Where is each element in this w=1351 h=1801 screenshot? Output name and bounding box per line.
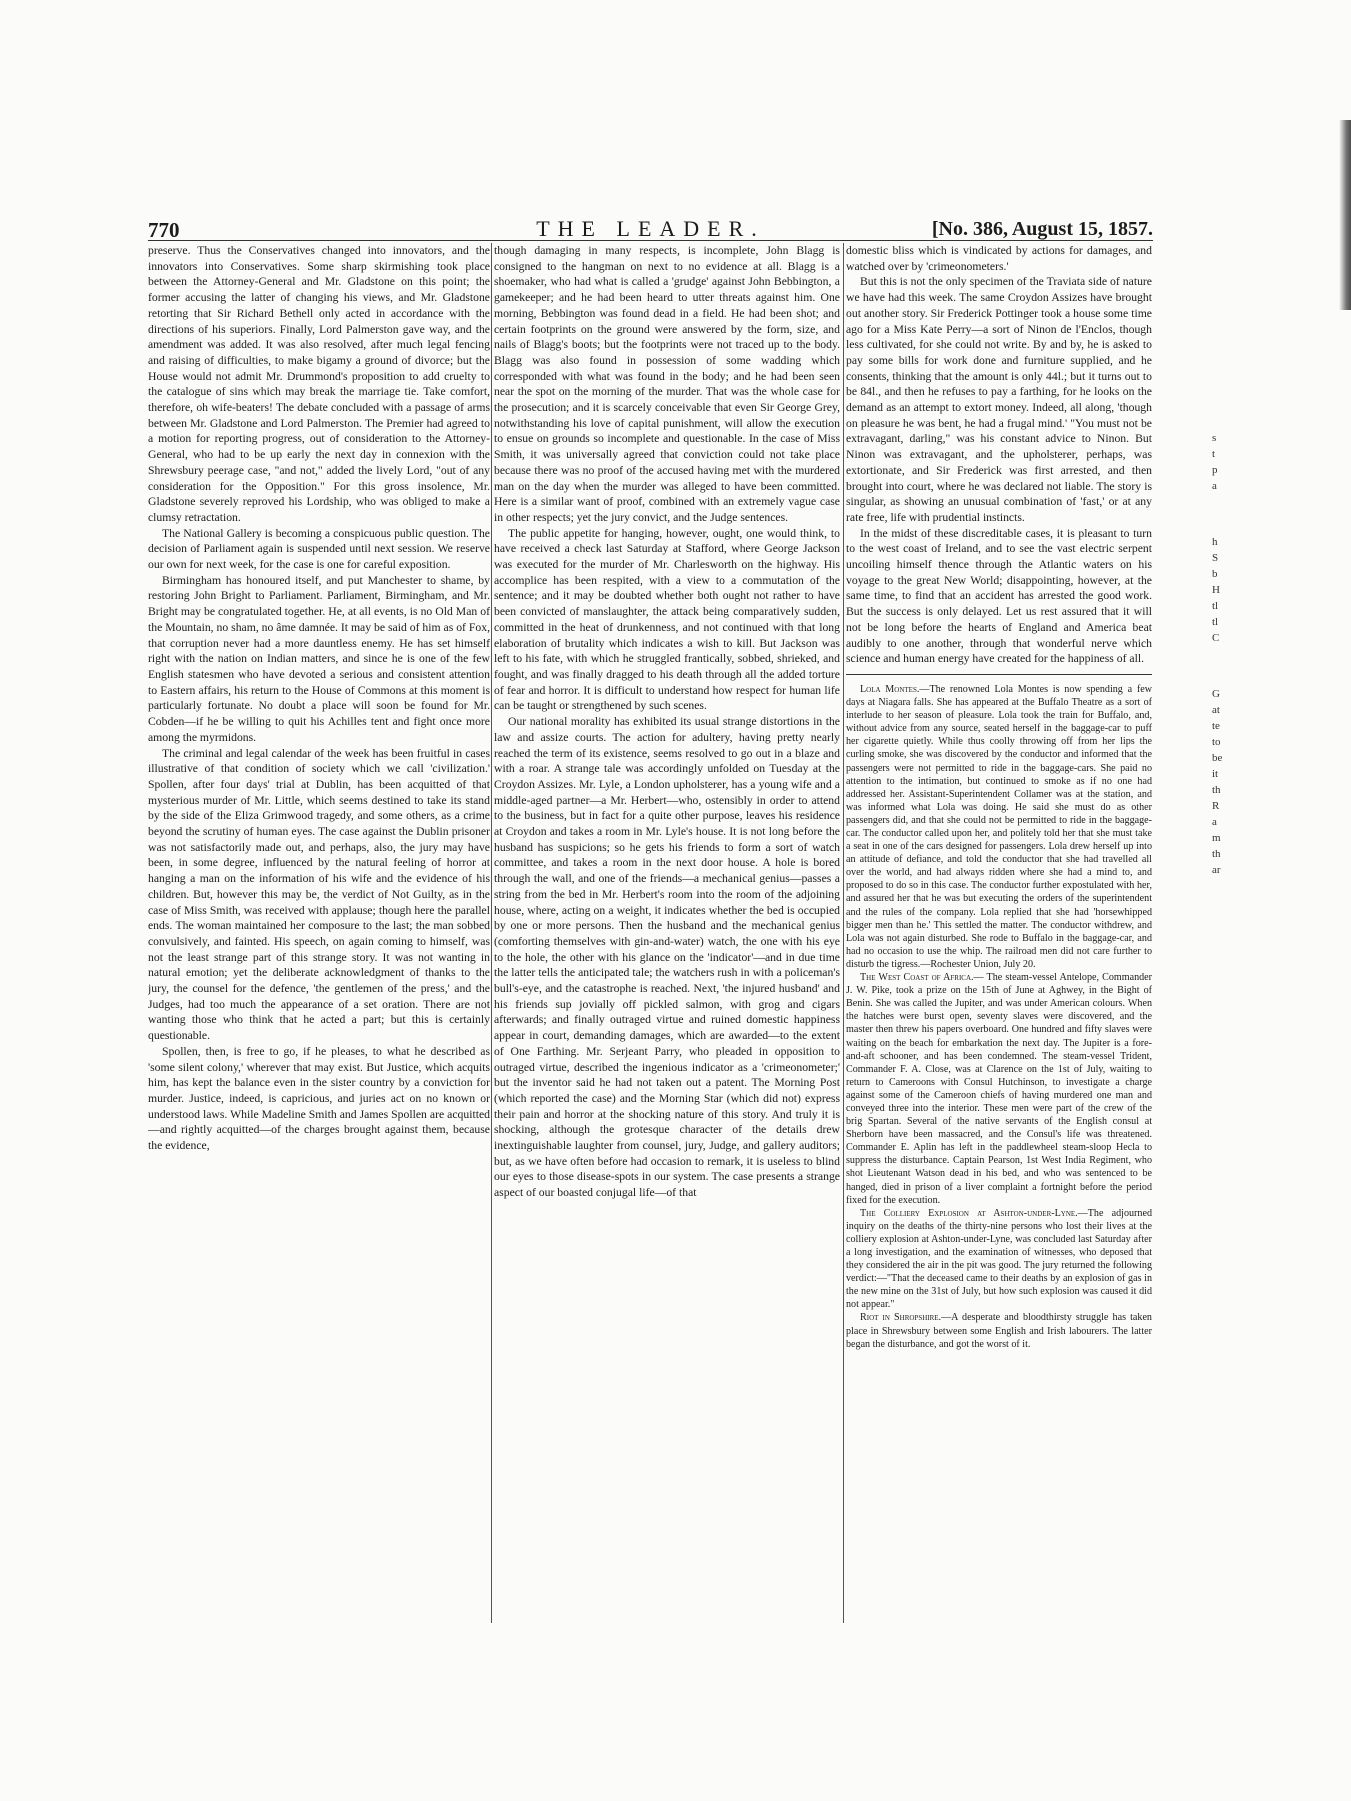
news-text: —The adjourned inquiry on the deaths of the thirty-nine persons who lost their lives at the colliery explosion at Ashton-under-Lyne, was concluded last Saturday after a long investigation, and the examination of witnesses, who deposed that they considered the air in the pit was good. The jury returned the following verdict:—"That the deceased came to their deaths by an explosion of gas in the new mine on the 31st of July, but how such explosion was caused it did not appear."	[846, 1207, 1152, 1311]
news-heading: The Colliery Explosion at Ashton-under-Lyne.	[860, 1207, 1078, 1219]
paragraph: In the midst of these discreditable cases, it is pleasant to turn to the west coast of Ireland, and to see the vast electric serpent uncoiling himself thence through the Atlantic waters on his voyage to the great New World; disappointing, however, at the same time, to find that an accident has arrested the good work. But the success is only delayed. Let us rest assured that it will not be long before the hearts of England and America beat audibly to one another, through that wonderful nerve which science and human energy have created for the happiness of all.	[846, 526, 1152, 666]
masthead	[148, 216, 1153, 240]
margin-fragment: C	[1212, 632, 1220, 644]
margin-fragment: ar	[1212, 864, 1221, 876]
newspaper-title: THE LEADER.	[536, 216, 765, 241]
margin-fragment: m	[1212, 832, 1221, 844]
margin-fragment: it	[1212, 768, 1219, 780]
margin-fragment: be	[1212, 752, 1223, 764]
news-text: —The renowned Lola Montes is now spending a few days at Niagara falls. She has appeared at the Buffalo Theatre as a sort of interlude to her season of pleasure. Lola took the train for Buffalo, and, without advice from any source, seated herself in the baggage-car to puff her cigarette quietly. While thus coolly throwing off from her lips the curling smoke, she was discovered by the conductor and informed that the passengers were not permitted to ride in the baggage-cars. She paid no attention to the intimation, but continued to smoke as if no one had addressed her. Assistant-Superintendent Collamer was at the station, and was informed what Lola was doing. He said she must do as other passengers did, and that she could not be permitted to ride in the baggage-car. The conductor called upon her, and politely told her that she must take a seat in one of the cars designed for passengers. Lola drew herself up into an attitude of defiance, and told the conductor that she had travelled all over the world, and had always ridden where she had a mind to, and proposed to do so in this case. The conductor further expostulated with her, and assured her that he was but executing the orders of the superintendent and the rules of the company. Lola replied that she had 'horsewhipped bigger men than he.' This settled the matter. The conductor withdrew, and Lola was not again disturbed. She rode to Buffalo in the baggage-car, and had no occasion to use the whip. The railroad men did not care further to disturb the tigress.—Rochester Union, July 20.	[846, 683, 1152, 970]
section-rule	[846, 674, 1152, 675]
column-1	[148, 243, 490, 1623]
margin-fragment: a	[1212, 816, 1217, 828]
margin-fragment: s	[1212, 432, 1217, 444]
issue-date: [No. 386, August 15, 1857.	[931, 218, 1153, 240]
column-2	[494, 243, 840, 1623]
margin-fragment: G	[1212, 688, 1220, 700]
paragraph: though damaging in many respects, is incomplete, John Blagg is consigned to the hangman on next to no evidence at all. Blagg is a shoemaker, who had what is called a 'grudge' against John Bebbington, a gamekeeper; and he had been heard to utter threats against him. One morning, Bebbington was found dead in a field. He had been shot; and certain footprints on the ground were answered by the form, size, and nails of Blagg's boots; but the footprints were not traced up to the body. Blagg was also found in possession of some wadding which corresponded with what was found in the body; and he had been seen near the spot on the morning of the murder. That was the whole case for the prosecution; and it is scarcely conceivable that even Sir George Grey, notwithstanding his love of capital punishment, will allow the execution to ensue on grounds so incomplete and questionable. In the case of Miss Smith, it was universally agreed that conviction could not take place because there was no proof of the accused having met with the murdered man on the day when the murder was alleged to have been committed. Here is a similar want of proof, combined with an extremely vague case in other respects; yet the jury convict, and the Judge sentences.	[494, 244, 840, 524]
paragraph: Our national morality has exhibited its usual strange distortions in the law and assize courts. The action for adultery, having pretty nearly reached the term of its existence, seems resolved to go out in a blaze and with a roar. A strange tale was accordingly unfolded on Tuesday at the Croydon Assizes. Mr. Lyle, a London upholsterer, has a young wife and a middle-aged partner—a Mr. Herbert—who, ostensibly in order to attend to the business, but in fact for a quite other purpose, leaves his residence at Croydon and takes a room in Mr. Lyle's house. It is not long before the husband has suspicions; so he gets his friends to form a sort of watch committee, and takes a room in the next door house. A hole is bored through the wall, and one of the friends—a mechanical genius—passes a string from the bed in Mr. Herbert's room into the room of the adjoining house, where, acting on a weight, it indicates whether the bed is occupied by one or more persons. Then the husband and the mechanical genius (comforting themselves with gin-and-water) watch, the one with his eye to the hole, the other with his glance on the 'indicator'—and in due time the latter tells the anticipated tale; the watchers rush in with a policeman's bull's-eye, and the catastrophe is reached. Next, 'the injured husband' and his friends sup jovially off pickled salmon, with grog and cigars afterwards; and finally outraged virtue and ruined domestic happiness appear in court, demanding damages, which are awarded—to the extent of One Farthing. Mr. Serjeant Parry, who pleaded in opposition to outraged virtue, described the ingenious indicator as a 'crimeonometer;' but the inventor said he had not taken out a patent. The Morning Post (which reported the case) and the Morning Star (which did not) express their pain and horror at the shocking nature of this story. And truly it is shocking, although the grotesque character of the details drew inextinguishable laughter from counsel, jury, Judge, and gallery auditors; but, as we have often before had occasion to remark, it is useless to blind our eyes to those disease-spots in our system. The case presents a strange aspect of our boasted conjugal life—of that	[494, 715, 840, 1200]
paragraph: preserve. Thus the Conservatives changed into innovators, and the innovators into Conservatives. Some sharp skirmishing took place between the Attorney-General and Mr. Gladstone on this point; the former accusing the latter of changing his views, and Mr. Gladstone retorting that Sir Richard Bethell only acted in accordance with the directions of his superiors. Finally, Lord Palmerston gave way, and the amendment was added. It was also resolved, after much legal fencing and raising of difficulties, to make bigamy a ground of divorce; but the House would not admit Mr. Drummond's proposition to add cruelty to the catalogue of sins which may break the marriage tie. Take comfort, therefore, oh wife-beaters! The debate concluded with a passage of arms between Mr. Gladstone and Lord Palmerston. The Premier had agreed to a motion for reporting progress, out of consideration to the Attorney-General, who had to be up early the next day in connexion with the Shrewsbury peerage case, "and not," added the lively Lord, "out of any consideration for the Opposition." For this gross insolence, Mr. Gladstone severely reproved his Lordship, who was obliged to make a clumsy retractation.	[148, 244, 490, 524]
paragraph: The National Gallery is becoming a conspicuous public question. The decision of Parliament again is suspended until next session. We reserve our own for next week, for the case is one for careful exposition.	[148, 526, 490, 572]
news-item	[846, 1207, 1152, 1312]
margin-fragment: b	[1212, 568, 1218, 580]
page-number: 770	[148, 218, 180, 242]
news-items	[846, 683, 1152, 1351]
margin-fragment: tl	[1212, 600, 1219, 612]
adjacent-page-fragments	[1212, 430, 1242, 878]
news-text: — The steam-vessel Antelope, Commander J. W. Pike, took a prize on the 15th of June at Aghwey, in the Bight of Benin. She was called the Jupiter, and was under American colours. When the hatches were burst open, seventy slaves were discovered, and the master then threw his papers overboard. One hundred and fifty slaves were waiting on the beach for embarkation the next day. The Jupiter is a fore-and-aft schooner, and has been condemned. The steam-vessel Trident, Commander F. A. Close, was at Clarence on the 1st of July, waiting to return to Cameroons with Consul Hutchinson, to investigate a charge against some of the Cameroon chiefs of having murdered one man and conveyed three into the interior. These men were part of the crew of the brig Spartan. Several of the native servants of the English consul at Sherborn have been massacred, and the Consul's life was threatened. Commander E. Aplin has left in the paddlewheel steam-sloop Hecla to suppress the disturbance. Captain Pearson, 1st West India Regiment, who shot Lieutenant Watson dead in his bed, and who was sentenced to be hanged, died in prison of a liver complaint a fortnight before the period fixed for the execution.	[846, 972, 1152, 1206]
margin-fragment: to	[1212, 736, 1221, 748]
column-divider	[491, 243, 492, 1623]
margin-fragment: th	[1212, 848, 1221, 860]
news-heading: Lola Montes.	[860, 683, 920, 695]
paragraph: But this is not the only specimen of the Traviata side of nature we have had this week. The same Croydon Assizes have brought out another story. Sir Frederick Pottinger took a house some time ago for a Miss Kate Perry—a sort of Ninon de l'Enclos, though less cultivated, for she could not write. By and by, he is asked to pay some bills for work done and furniture supplied, and he consents, thinking that the amount is only 44l.; but it turns out to be 84l., and then he refuses to pay a farthing, for he looks on the demand as an attempt to extort money. Indeed, all along, 'though on pleasure he was bent, he had a frugal mind.' "You must not be extravagant, darling," was his constant advice to Ninon. But Ninon was extravagant, and the upholsterer, perhaps, was extortionate, and Sir Frederick was first arrested, and then brought into court, where he was declared not liable. The story is singular, as showing an unusual combination of 'fast,' or at any rate free, life with prudential instincts.	[846, 275, 1152, 524]
margin-fragment: at	[1212, 704, 1220, 716]
margin-fragment: h	[1212, 536, 1218, 548]
news-heading: The West Coast of Africa.	[860, 972, 974, 984]
margin-fragment: tl	[1212, 616, 1219, 628]
margin-fragment: R	[1212, 800, 1220, 812]
news-item	[846, 971, 1152, 1207]
news-item	[846, 683, 1152, 971]
margin-fragment: te	[1212, 720, 1220, 732]
column-3	[846, 243, 1152, 1623]
news-text: —A desperate and bloodthirsty struggle has taken place in Shrewsbury between some English and Irish labourers. The latter began the disturbance, and got the worst of it.	[846, 1312, 1152, 1350]
news-item	[846, 1311, 1152, 1350]
margin-fragment: t	[1212, 448, 1216, 460]
margin-fragment: H	[1212, 584, 1220, 596]
scan-edge	[1339, 120, 1351, 310]
header-rule	[148, 240, 1153, 241]
column-divider	[843, 243, 844, 1623]
paragraph: domestic bliss which is vindicated by actions for damages, and watched over by 'crimeonometers.'	[846, 244, 1152, 273]
paragraph: The public appetite for hanging, however, ought, one would think, to have received a check last Saturday at Stafford, where George Jackson was executed for the murder of Mr. Charlesworth on the highway. His accomplice has been respited, with a view to a commutation of the sentence; and it may be doubted whether both ought not rather to have been convicted of manslaughter, the attack being comparatively sudden, committed in the heat of drunkenness, and not continued with that long elaboration of brutality which indicates a wish to kill. But Jackson was left to his fate, with which he struggled frantically, sobbed, shrieked, and fought, and was finally dragged to his death through all the added torture of fear and horror. It is difficult to understand how respect for human life can be taught or strengthened by such scenes.	[494, 526, 840, 713]
margin-fragment: a	[1212, 480, 1217, 492]
margin-fragment: p	[1212, 464, 1218, 476]
paragraph: Spollen, then, is free to go, if he pleases, to what he described as 'some silent colony,' wherever that may exist. But Justice, which acquits him, has kept the balance even in the sister country by a conviction for murder. Justice, indeed, is capricious, and juries act on no known or understood laws. While Madeline Smith and James Spollen are acquitted—and rightly acquitted—of the charges brought against them, because the evidence,	[148, 1044, 490, 1153]
margin-fragment: th	[1212, 784, 1221, 796]
paragraph: Birmingham has honoured itself, and put Manchester to shame, by restoring John Bright to Parliament. Parliament, Birmingham, and Mr. Bright may be congratulated together. He, at all events, is no Old Man of the Mountain, no sham, no âme damnée. It may be said of him as of Fox, that corruption never had a more dauntless enemy. He has set himself right with the nation on Indian matters, and since he is one of the few English statesmen who have devoted a serious and consistent attention to Eastern affairs, his return to the House of Commons at this moment is particularly fortunate. No doubt a place will soon be found for Mr. Cobden—if he be willing to quit his Achilles tent and fight once more among the myrmidons.	[148, 573, 490, 744]
margin-fragment: S	[1212, 552, 1219, 564]
news-heading: Riot in Shropshire.	[860, 1312, 942, 1324]
paragraph: The criminal and legal calendar of the week has been fruitful in cases illustrative of that condition of society which we call 'civilization.' Spollen, after four days' trial at Dublin, has been acquitted of that mysterious murder of Mr. Little, which seems destined to take its stand by the side of the Eliza Grimwood tragedy, and some others, as a crime beyond the scrutiny of human eyes. The case against the Dublin prisoner was not satisfactorily made out, and perhaps, also, the jury may have been, in some degree, influenced by the natural feeling of horror at hanging a man on the information of his wife and the evidence of his children. But, however this may be, the verdict of Not Guilty, as in the case of Miss Smith, was received with applause; though here the parallel ends. The woman maintained her composure to the last; the man sobbed convulsively, and fainted. His speech, on again coming to himself, was not the least strange part of this strange story. It was not wanting in natural emotion; yet the deliberate acknowledgment of thanks to the jury, the counsel for the defence, 'the gentlemen of the press,' and the Judges, had too much the appearance of a set oration. There are not wanting those who think that he acted a part; but this is certainly questionable.	[148, 746, 490, 1043]
